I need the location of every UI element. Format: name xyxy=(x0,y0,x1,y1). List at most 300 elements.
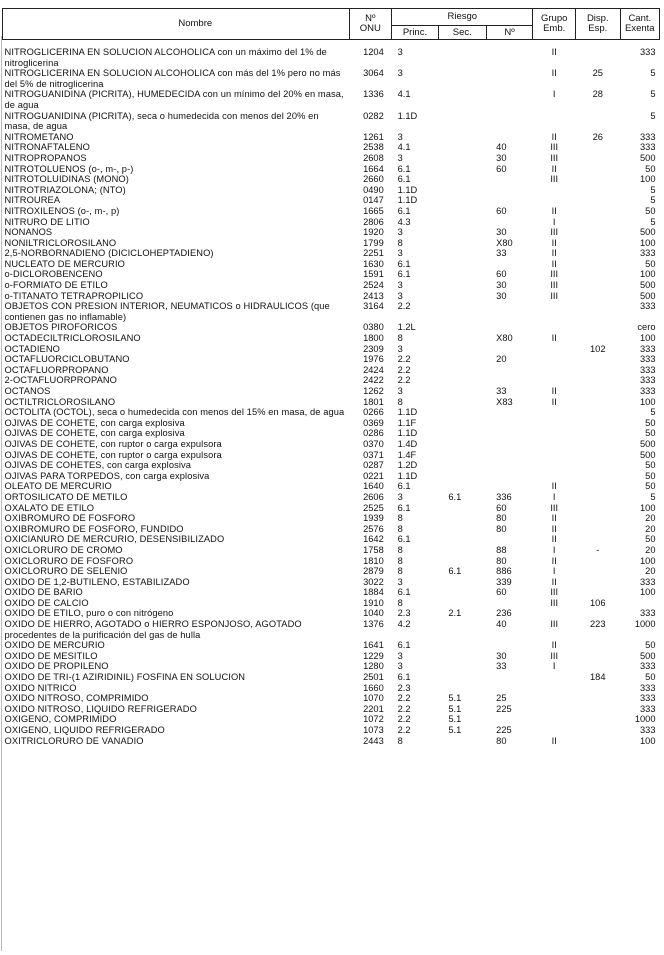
cell-princ: 3 xyxy=(397,661,403,672)
table-row xyxy=(3,704,660,715)
cell-cant: 333 xyxy=(639,608,656,619)
cell-princ: 3 xyxy=(397,280,403,291)
cell-grupo: I xyxy=(552,661,556,672)
cell-onu: 0369 xyxy=(363,417,384,428)
cell-grupo: II xyxy=(551,248,557,259)
cell-grupo: II xyxy=(551,386,557,396)
cell-num: 40 xyxy=(496,142,507,153)
cell-sec xyxy=(438,259,486,270)
cell-nombre: NITROGUANIDINA (PICRITA), seca o humedecida con menos del 20% en masa, de agua xyxy=(4,110,319,132)
cell-sec xyxy=(438,598,486,609)
cell-disp xyxy=(575,375,620,386)
cell-sec xyxy=(438,619,486,640)
cell-nombre: NONILTRICLOROSILANO xyxy=(4,237,117,248)
cell-princ: 3 xyxy=(397,47,403,57)
cell-sec xyxy=(438,481,486,492)
cell-num xyxy=(486,471,533,482)
cell-grupo xyxy=(533,195,576,206)
cell-nombre: OXIDO DE BARIO xyxy=(4,587,83,598)
cell-num xyxy=(486,174,533,185)
cell-nombre: OXICLORURO DE CROMO xyxy=(4,544,123,555)
cell-onu: 1072 xyxy=(363,714,384,725)
table-row xyxy=(3,375,660,386)
cell-onu: 0490 xyxy=(363,184,384,195)
cell-disp xyxy=(575,354,620,365)
cell-onu: 2251 xyxy=(363,248,384,259)
cell-nombre: OBJETOS CON PRESION INTERIOR, NEUMATICOS o HIDRAULICOS (que contienen gas no inflamable) xyxy=(4,301,330,322)
cell-num xyxy=(486,89,533,110)
cell-nombre: OLEATO DE MERCURIO xyxy=(4,481,112,492)
cell-princ: 1.2L xyxy=(397,322,416,333)
cell-disp xyxy=(575,714,620,725)
cell-grupo xyxy=(533,714,576,725)
cell-nombre: OXIGENO, LIQUIDO REFRIGERADO xyxy=(4,725,165,735)
cell-disp xyxy=(575,206,620,217)
cell-princ: 2.2 xyxy=(397,375,411,386)
cell-grupo xyxy=(533,693,576,704)
cell-onu: 2424 xyxy=(363,364,384,375)
cell-disp xyxy=(575,418,620,429)
table-row xyxy=(3,683,660,694)
cell-princ: 1.4D xyxy=(397,438,418,449)
cell-cant: 333 xyxy=(639,248,656,259)
cell-grupo: I xyxy=(552,544,556,555)
table-row xyxy=(3,661,660,672)
cell-nombre: NITROGLICERINA EN SOLUCION ALCOHOLICA con un máximo del 1% de nitroglicerina xyxy=(4,47,327,68)
cell-onu: 2660 xyxy=(363,174,384,185)
cell-grupo xyxy=(533,375,576,386)
cell-grupo xyxy=(533,471,576,482)
cell-sec xyxy=(438,206,486,217)
cell-cant: 20 xyxy=(645,544,656,555)
cell-num xyxy=(486,418,533,429)
cell-princ: 1.2D xyxy=(397,460,418,471)
cell-disp xyxy=(575,704,620,715)
cell-num: 225 xyxy=(496,725,512,735)
cell-disp: 223 xyxy=(590,619,606,630)
cell-sec xyxy=(438,683,486,694)
cell-nombre: OXIDO NITROSO, COMPRIMIDO xyxy=(4,693,149,704)
cell-num: 60 xyxy=(496,205,507,216)
table-row xyxy=(3,238,660,249)
cell-sec xyxy=(438,217,486,228)
cell-disp xyxy=(575,238,620,249)
cell-nombre: NITROGLICERINA EN SOLUCION ALCOHOLICA con más del 1% pero no más del 5% de nitroglicerina xyxy=(4,68,341,89)
cell-onu: 1800 xyxy=(363,333,384,344)
cell-sec xyxy=(438,460,486,471)
cell-onu: 2806 xyxy=(363,216,384,227)
cell-grupo xyxy=(533,704,576,715)
cell-princ: 8 xyxy=(397,555,403,566)
cell-cant: 5 xyxy=(650,216,656,227)
cell-cant: 20 xyxy=(645,566,656,577)
cell-grupo: II xyxy=(551,333,557,344)
cell-disp xyxy=(575,407,620,418)
cell-grupo: III xyxy=(550,650,559,661)
cell-cant: 100 xyxy=(639,333,656,344)
cell-cant: 500 xyxy=(639,152,656,163)
cell-princ: 3 xyxy=(397,343,403,354)
cell-onu: 0286 xyxy=(363,428,384,439)
cell-princ: 2.3 xyxy=(397,608,411,619)
cell-cant: 5 xyxy=(650,68,656,79)
cell-sec xyxy=(438,153,486,164)
cell-grupo xyxy=(533,418,576,429)
cell-nombre: OXIDO DE ETILO, puro o con nitrógeno xyxy=(4,608,174,619)
cell-nombre: OJIVAS DE COHETES, con carga explosiva xyxy=(4,460,192,471)
cell-disp xyxy=(575,556,620,567)
table-row xyxy=(3,672,660,683)
header-princ: Princ. xyxy=(392,26,439,40)
cell-princ: 3 xyxy=(397,131,403,142)
cell-sec xyxy=(438,322,486,333)
cell-grupo xyxy=(533,450,576,461)
cell-num xyxy=(486,439,533,450)
cell-cant: 333 xyxy=(639,364,656,375)
cell-disp xyxy=(575,608,620,619)
cell-onu: 1280 xyxy=(363,661,384,672)
cell-cant xyxy=(620,598,659,609)
table-row xyxy=(3,344,660,355)
cell-num: 236 xyxy=(496,608,512,619)
cell-disp xyxy=(575,492,620,503)
cell-cant: 100 xyxy=(639,555,656,566)
cell-num xyxy=(486,534,533,545)
cell-princ: 1.1D xyxy=(397,110,418,121)
cell-disp xyxy=(575,333,620,344)
cell-sec xyxy=(438,471,486,482)
cell-sec xyxy=(438,661,486,672)
cell-disp xyxy=(575,153,620,164)
cell-cant: 333 xyxy=(639,343,656,354)
cell-num: 30 xyxy=(496,227,507,238)
cell-disp xyxy=(575,259,620,270)
cell-nombre: OJIVAS DE COHETE, con carga explosiva xyxy=(4,428,185,439)
cell-onu: 1376 xyxy=(363,619,384,630)
cell-disp xyxy=(575,248,620,259)
cell-onu: 1261 xyxy=(363,131,384,142)
cell-cant: 50 xyxy=(645,640,656,651)
cell-cant: 50 xyxy=(645,205,656,216)
cell-cant: 5 xyxy=(650,110,656,121)
header-num: Nº xyxy=(486,26,533,40)
cell-princ: 1.1D xyxy=(397,184,418,195)
cell-nombre: OJIVAS PARA TORPEDOS, con carga explosiva xyxy=(4,470,210,481)
header-onu xyxy=(349,9,392,40)
cell-nombre: o-FORMIATO DE ETILO xyxy=(4,280,108,291)
table-row xyxy=(3,428,660,439)
cell-nombre: o-DICLOROBENCENO xyxy=(4,269,103,280)
cell-sec xyxy=(438,651,486,662)
cell-nombre: OXIDO DE PROPILENO xyxy=(4,661,109,672)
table-row xyxy=(3,450,660,461)
table-row xyxy=(3,460,660,471)
cell-onu: 0380 xyxy=(363,322,384,333)
cell-onu: 2576 xyxy=(363,523,384,534)
cell-onu: 3022 xyxy=(363,576,384,587)
table-row xyxy=(3,651,660,662)
cell-princ: 6.1 xyxy=(397,640,411,651)
cell-nombre: OJIVAS DE COHETE, con ruptor o carga expulsora xyxy=(4,449,222,460)
cell-onu: 1799 xyxy=(363,237,384,248)
cell-cant: 500 xyxy=(639,650,656,661)
cell-num xyxy=(486,640,533,651)
table-body xyxy=(3,40,660,747)
cell-nombre: OBJETOS PIROFORICOS xyxy=(4,322,118,333)
cell-disp xyxy=(575,301,620,322)
cell-onu: 2524 xyxy=(363,280,384,291)
cell-grupo xyxy=(533,322,576,333)
cell-grupo: II xyxy=(551,47,557,57)
table-row xyxy=(3,407,660,418)
table-row xyxy=(3,164,660,175)
cell-disp: 28 xyxy=(592,89,603,100)
cell-grupo xyxy=(533,460,576,471)
cell-cant: 100 xyxy=(639,237,656,248)
cell-grupo xyxy=(533,725,576,736)
cell-num: 40 xyxy=(496,619,507,630)
cell-num xyxy=(486,460,533,471)
cell-num: 339 xyxy=(496,576,512,587)
cell-princ: 6.1 xyxy=(397,502,411,513)
cell-princ: 8 xyxy=(397,523,403,534)
table-row xyxy=(3,195,660,206)
cell-num xyxy=(486,365,533,376)
cell-onu: 2606 xyxy=(363,491,384,502)
header-disp-top: Disp. xyxy=(586,13,609,24)
cell-num: 88 xyxy=(496,544,507,555)
cell-num: 20 xyxy=(496,354,507,365)
header-onu-bottom: ONU xyxy=(359,23,381,34)
table-row xyxy=(3,481,660,492)
cell-cant: 500 xyxy=(639,438,656,449)
table-row xyxy=(3,608,660,619)
cell-disp: 102 xyxy=(590,343,606,354)
cell-num: 60 xyxy=(496,163,507,174)
cell-cant: 333 xyxy=(639,47,656,57)
cell-onu: 2879 xyxy=(363,566,384,577)
cell-sec xyxy=(438,556,486,567)
cell-num: 30 xyxy=(496,650,507,661)
cell-disp xyxy=(575,428,620,439)
cell-onu: 1976 xyxy=(363,354,384,365)
cell-onu: 1665 xyxy=(363,205,384,216)
cell-sec xyxy=(438,407,486,418)
cell-nombre: OXIBROMURO DE FOSFORO, FUNDIDO xyxy=(4,523,184,534)
cell-cant: 100 xyxy=(639,174,656,185)
table-row xyxy=(3,619,660,640)
cell-nombre: NITROTOLUENOS (o-, m-, p-) xyxy=(4,163,134,174)
cell-grupo: II xyxy=(551,735,557,746)
cell-grupo xyxy=(533,344,576,355)
cell-disp: 26 xyxy=(592,131,603,142)
cell-cant: 333 xyxy=(639,576,656,587)
cell-num: 33 xyxy=(496,248,507,259)
table-row xyxy=(3,492,660,503)
cell-num: 30 xyxy=(496,290,507,301)
header-sec: Sec. xyxy=(438,26,486,40)
cell-nombre: OXIDO DE MESITILO xyxy=(4,650,98,661)
cell-sec: 5.1 xyxy=(448,725,462,735)
cell-sec xyxy=(438,185,486,196)
cell-nombre: 2,5-NORBORNADIENO (DICICLOHEPTADIENO) xyxy=(4,248,214,259)
cell-princ: 3 xyxy=(397,227,403,238)
header-nombre: Nombre xyxy=(3,9,350,40)
cell-disp: 106 xyxy=(590,597,606,608)
cell-onu: 1262 xyxy=(363,386,384,396)
table-row xyxy=(3,503,660,514)
cell-princ: 3 xyxy=(397,248,403,259)
cell-sec xyxy=(438,238,486,249)
cell-princ: 4.2 xyxy=(397,619,411,630)
table-row xyxy=(3,418,660,429)
table-row xyxy=(3,439,660,450)
cell-onu: 2608 xyxy=(363,152,384,163)
cell-cant: 50 xyxy=(645,258,656,269)
cell-sec xyxy=(438,397,486,408)
table-row xyxy=(3,640,660,651)
cell-num xyxy=(486,301,533,322)
cell-grupo: I xyxy=(552,491,556,502)
cell-princ: 1.1D xyxy=(397,407,418,418)
cell-sec xyxy=(438,736,486,747)
cell-grupo: III xyxy=(550,227,559,238)
cell-sec xyxy=(438,248,486,259)
cell-grupo: I xyxy=(552,216,556,227)
cell-sec: 2.1 xyxy=(448,608,462,619)
cell-sec xyxy=(438,577,486,588)
table-row xyxy=(3,397,660,408)
cell-princ: 1.1D xyxy=(397,470,418,481)
cell-onu: 1660 xyxy=(363,682,384,693)
cell-num xyxy=(486,185,533,196)
cell-grupo: III xyxy=(550,174,559,185)
cell-num: 25 xyxy=(496,693,507,704)
cell-onu: 1641 xyxy=(363,640,384,651)
cell-princ: 2.2 xyxy=(397,725,411,735)
cell-nombre: OCTOLITA (OCTOL), seca o humedecida con menos del 15% en masa, de agua xyxy=(4,407,345,418)
table-row xyxy=(3,714,660,725)
cell-grupo: III xyxy=(550,152,559,163)
cell-onu: 1073 xyxy=(363,725,384,735)
cell-disp xyxy=(575,322,620,333)
cell-disp xyxy=(575,227,620,238)
cell-cant: 333 xyxy=(639,375,656,386)
table-row xyxy=(3,227,660,238)
cell-num: 225 xyxy=(496,703,512,714)
cell-princ: 3 xyxy=(397,491,403,502)
table-row xyxy=(3,524,660,535)
cell-nombre: 2-OCTAFLUORPROPANO xyxy=(4,375,118,386)
cell-sec xyxy=(438,428,486,439)
cell-nombre: NITROXILENOS (o-, m-, p) xyxy=(4,205,120,216)
table-row xyxy=(3,736,660,747)
cell-disp xyxy=(575,736,620,747)
cell-sec xyxy=(438,439,486,450)
cell-sec xyxy=(438,545,486,556)
cell-princ: 8 xyxy=(397,237,403,248)
cell-sec: 5.1 xyxy=(448,703,462,714)
cell-num: 60 xyxy=(496,587,507,598)
cell-nombre: o-TITANATO TETRAPROPILICO xyxy=(4,290,144,301)
cell-num xyxy=(486,683,533,694)
cell-disp xyxy=(575,365,620,376)
cell-princ: 6.1 xyxy=(397,587,411,598)
cell-num: 336 xyxy=(496,491,512,502)
cell-grupo: II xyxy=(551,258,557,269)
cell-princ: 6.1 xyxy=(397,174,411,185)
cell-cant: 1000 xyxy=(634,714,656,725)
cell-grupo: II xyxy=(551,163,557,174)
cell-sec xyxy=(438,333,486,344)
cell-sec xyxy=(438,132,486,143)
cell-grupo: II xyxy=(551,534,557,545)
cell-disp: 184 xyxy=(590,672,606,683)
cell-disp: 25 xyxy=(592,68,603,79)
cell-cant: 5 xyxy=(650,195,656,206)
cell-cant: 50 xyxy=(645,470,656,481)
cell-princ: 1.4F xyxy=(397,449,417,460)
cell-grupo xyxy=(533,683,576,694)
cell-grupo xyxy=(533,672,576,683)
cell-num xyxy=(486,132,533,143)
cell-onu: 0287 xyxy=(363,460,384,471)
cell-grupo xyxy=(533,439,576,450)
cell-cant: 5 xyxy=(650,491,656,502)
cell-num: 33 xyxy=(496,386,507,396)
cell-nombre: NITROMETANO xyxy=(4,131,74,142)
cell-sec xyxy=(438,450,486,461)
cell-onu: 1801 xyxy=(363,396,384,407)
cell-disp xyxy=(575,587,620,598)
cell-disp xyxy=(575,503,620,514)
cell-onu: 0221 xyxy=(363,470,384,481)
table-row xyxy=(3,142,660,153)
cell-sec xyxy=(438,375,486,386)
cell-num xyxy=(486,428,533,439)
cell-sec xyxy=(438,503,486,514)
cell-num xyxy=(486,407,533,418)
cell-nombre: OXIDO NITRICO xyxy=(4,682,77,693)
cell-princ: 1.1F xyxy=(397,417,417,428)
header-riesgo: Riesgo xyxy=(392,9,533,26)
cell-sec: 6.1 xyxy=(448,491,462,502)
cell-nombre: OXICLORURO DE FOSFORO xyxy=(4,555,134,566)
cell-disp xyxy=(575,640,620,651)
table-row xyxy=(3,132,660,143)
cell-sec xyxy=(438,269,486,280)
cell-disp xyxy=(575,397,620,408)
cell-nombre: OJIVAS DE COHETE, con carga explosiva xyxy=(4,417,185,428)
cell-onu: 2413 xyxy=(363,290,384,301)
cell-nombre: OXIDO DE HIERRO, AGOTADO o HIERRO ESPONJOSO, AGOTADO procedentes de la purificación del gas de hulla xyxy=(4,619,302,640)
cell-cant: 333 xyxy=(639,354,656,365)
cell-cant: cero xyxy=(637,322,656,333)
cell-princ: 4.3 xyxy=(397,216,411,227)
header-cant xyxy=(620,9,659,40)
cell-disp xyxy=(575,174,620,185)
cell-cant: 100 xyxy=(639,502,656,513)
table-row xyxy=(3,47,660,68)
table-row xyxy=(3,693,660,704)
cell-sec xyxy=(438,365,486,376)
cell-grupo: III xyxy=(550,597,559,608)
cell-num xyxy=(486,217,533,228)
cell-disp xyxy=(575,439,620,450)
table-row xyxy=(3,174,660,185)
cell-num xyxy=(486,111,533,132)
cell-cant: 333 xyxy=(639,386,656,396)
